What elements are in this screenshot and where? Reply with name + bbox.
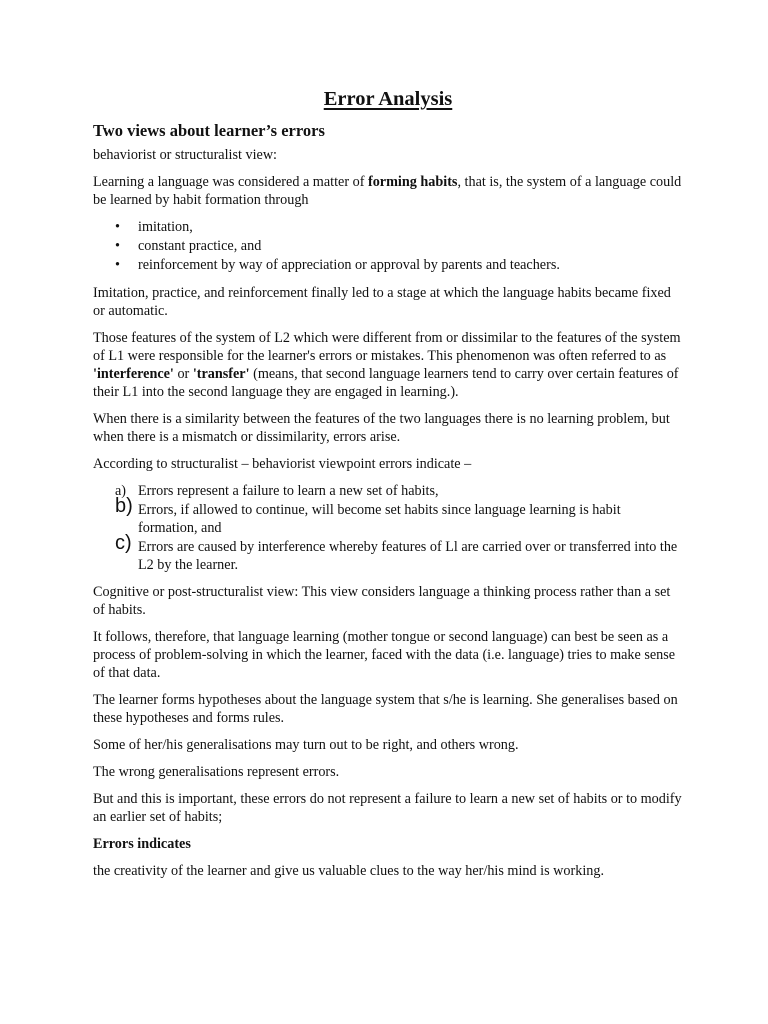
bullet-icon: • [115,238,120,254]
list-marker: a) [115,483,127,499]
list-item [93,495,683,537]
paragraph-according: According to structuralist – behaviorist viewpoint errors indicate – [93,456,472,472]
paragraph-creativity: the creativity of the learner and give us valuable clues to the way her/his mind is working. [93,863,604,879]
text-run: , that is, the system of a language could be learned by habit formation through [93,174,682,208]
list-item [93,482,683,500]
bullet-icon: • [115,257,120,273]
document-page [93,86,683,889]
heading-errors-indicates [93,835,683,853]
paragraph-features [93,329,683,401]
paragraph-behaviorist: behaviorist or structuralist view: [93,147,278,163]
paragraph-follows: It follows, therefore, that language learning (mother tongue or second language) can best be seen as a process of problem-solving in which the learner, faced with the data (i.e. language) tries to make sense of that data. [93,629,676,681]
bold-term-interference: 'interference' [93,366,174,382]
list-item [93,532,683,574]
list-item-text: reinforcement by way of appreciation or approval by parents and teachers. [138,257,560,273]
list-item-text: Errors are caused by interference whereby features of Ll are carried over or transferred into the L2 by the learner. [138,539,678,573]
list-item-text: Errors, if allowed to continue, will become set habits since language learning is habit formation, and [138,502,621,536]
text-run: or [173,366,193,382]
list-marker: b) [115,495,133,517]
bold-heading: Errors indicates [93,836,191,852]
bold-term-transfer: 'transfer' [192,366,250,382]
list-item [93,237,683,256]
bullet-list [93,218,683,275]
text-run: (means, that second language learners tend to carry over certain features of their L1 into the second language they are engaged in learning.). [93,366,679,400]
bold-term-forming-habits: forming habits [367,174,458,190]
text-run: Learning a language was considered a matter of [93,174,368,190]
paragraph-learning [93,173,683,209]
paragraph-hypotheses: The learner forms hypotheses about the language system that s/he is learning. She generalises based on these hypotheses and forms rules. [93,692,678,726]
list-item-text: imitation, [138,219,193,235]
paragraph-similarity: When there is a similarity between the features of the two languages there is no learning problem, but when there is a mismatch or dissimilarity, errors arise. [93,411,670,445]
list-item-text: constant practice, and [138,238,262,254]
paragraph-some: Some of her/his generalisations may turn out to be right, and others wrong. [93,737,519,753]
list-item [93,256,683,275]
paragraph-imitation: Imitation, practice, and reinforcement finally led to a stage at which the language habits became fixed or automatic. [93,285,671,319]
list-item-text: Errors represent a failure to learn a new set of habits, [138,483,439,499]
paragraph-wrong: The wrong generalisations represent errors. [93,764,340,780]
text-run: Those features of the system of L2 which were different from or dissimilar to the features of the system of L1 were responsible for the learner's errors or mistakes. This phenomenon was often referred to as [93,330,681,364]
list-marker: c) [115,532,132,554]
section-heading: Two views about learner’s errors [93,121,325,140]
list-item [93,218,683,237]
paragraph-but: But and this is important, these errors do not represent a failure to learn a new set of habits or to modify an earlier set of habits; [93,791,682,825]
bullet-icon: • [115,219,120,235]
lettered-list [93,482,683,574]
page-title: Error Analysis [323,88,453,110]
paragraph-cognitive: Cognitive or post-structuralist view: This view considers language a thinking process rather than a set of habits. [93,584,671,618]
